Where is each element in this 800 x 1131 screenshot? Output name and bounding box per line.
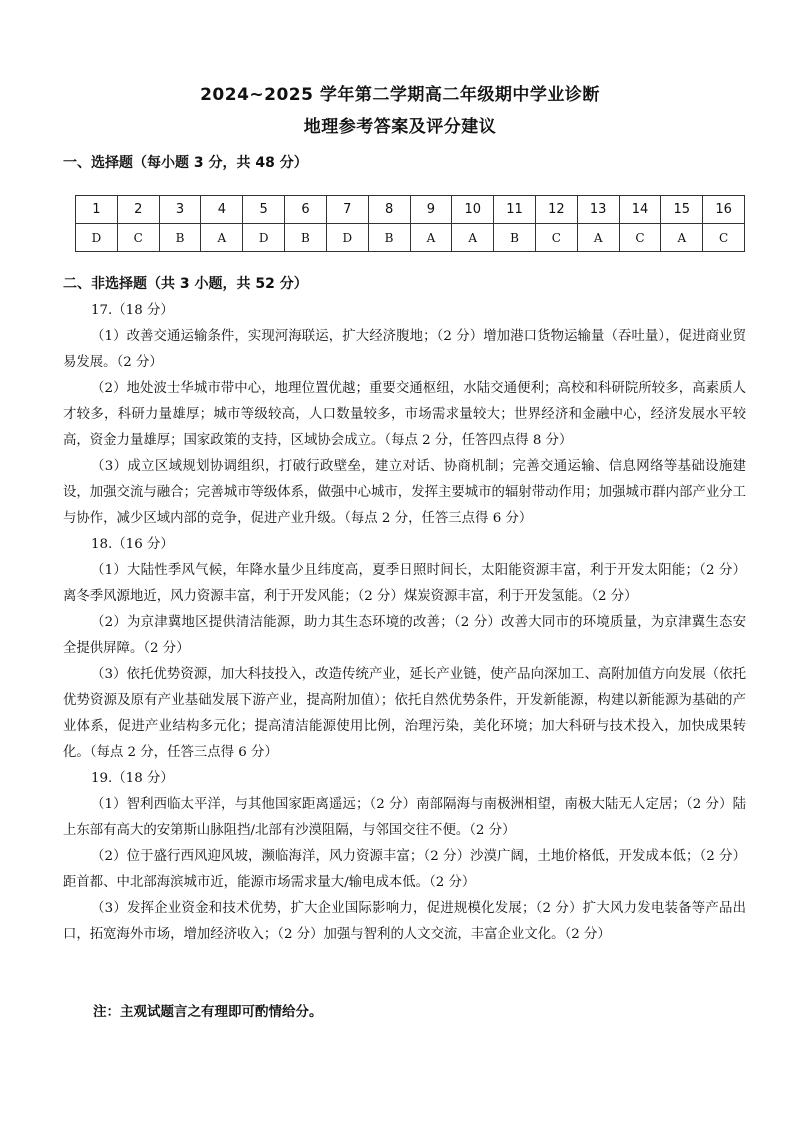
- answer-letter: B: [285, 224, 327, 252]
- section-heading-nonchoice: 二、非选择题（共 3 小题，共 52 分）: [63, 276, 308, 292]
- answer-letter: D: [243, 224, 285, 252]
- question-number: 14: [619, 196, 661, 224]
- question-number: 10: [452, 196, 494, 224]
- question-number: 5: [243, 196, 285, 224]
- question-17-part-3: （3）成立区域规划协调组织，打破行政壁垒，建立对话、协商机制；完善交通运输、信息网络等基础设施建设，加强交流与融合；完善城市等级体系，做强中心城市，发挥主要城市的辐射带动作用；加强城市群内部产业分工与协作，减少区域内部的竞争，促进产业升级。（每点 2 分，任答三点得 6 分）: [63, 459, 746, 526]
- answer-letter: A: [661, 224, 703, 252]
- question-number: 16: [703, 196, 745, 224]
- question-number-row: [76, 196, 745, 224]
- section-heading-choice: 一、选择题（每小题 3 分，共 48 分）: [63, 155, 308, 171]
- answer-letter: A: [201, 224, 243, 252]
- answer-letter: B: [494, 224, 536, 252]
- question-number: 12: [535, 196, 577, 224]
- question-17-part-2: （2）地处波士华城市带中心，地理位置优越；重要交通枢纽，水陆交通便利；高校和科研院所较多，高素质人才较多，科研力量雄厚；城市等级较高，人口数量较多，市场需求量较大；世界经济和金融中心，经济发展水平较高，资金力量雄厚；国家政策的支持，区域协会成立。（每点 2 分，任答四点得 8 分）: [63, 381, 746, 448]
- answer-letter: A: [452, 224, 494, 252]
- question-number: 3: [159, 196, 201, 224]
- answer-letter: C: [703, 224, 745, 252]
- question-number: 7: [326, 196, 368, 224]
- question-number: 15: [661, 196, 703, 224]
- answer-letter: C: [535, 224, 577, 252]
- question-18-part-3: （3）依托优势资源，加大科技投入，改造传统产业，延长产业链，使产品向深加工、高附加值方向发展（依托优势资源及原有产业基础发展下游产业，提高附加值）；依托自然优势条件，开发新能源，构建以新能源为基础的产业体系，促进产业结构多元化；提高清洁能源使用比例，治理污染，美化环境；加大科研与技术投入，加快成果转化。（每点 2 分，任答三点得 6 分）: [63, 667, 746, 760]
- question-19-header: 19.（18 分）: [91, 771, 174, 786]
- answer-letter: D: [326, 224, 368, 252]
- nonchoice-answers: [63, 298, 746, 948]
- answer-letter: D: [76, 224, 118, 252]
- question-number: 8: [368, 196, 410, 224]
- question-18-header: 18.（16 分）: [91, 537, 174, 552]
- page-subtitle: 地理参考答案及评分建议: [303, 117, 497, 137]
- question-19-part-2: （2）位于盛行西风迎风坡，濒临海洋，风力资源丰富；（2 分）沙漠广阔，土地价格低，开发成本低；（2 分）距首都、中北部海滨城市近，能源市场需求量大/输电成本低。（2 分）: [63, 849, 746, 890]
- answer-letter: A: [410, 224, 452, 252]
- answer-letter: A: [577, 224, 619, 252]
- page-title: 2024~2025 学年第二学期高二年级期中学业诊断: [200, 85, 600, 105]
- question-number: 13: [577, 196, 619, 224]
- choice-answer-table: [75, 195, 745, 252]
- question-number: 4: [201, 196, 243, 224]
- question-17-header: 17.（18 分）: [91, 303, 174, 318]
- question-18-part-1: （1）大陆性季风气候，年降水量少且纬度高，夏季日照时间长，太阳能资源丰富，利于开发太阳能；（2 分）离冬季风源地近，风力资源丰富，利于开发风能；（2 分）煤炭资源丰富，利于开发氢能。（2 分）: [63, 563, 746, 604]
- grading-note: 注：主观试题言之有理即可酌情给分。: [93, 1004, 323, 1020]
- answer-letter: C: [619, 224, 661, 252]
- question-19-part-1: （1）智利西临太平洋，与其他国家距离遥远；（2 分）南部隔海与南极洲相望，南极大陆无人定居；（2 分）陆上东部有高大的安第斯山脉阻挡/北部有沙漠阻隔，与邻国交往不便。（2 分）: [63, 797, 746, 838]
- question-18-part-2: （2）为京津冀地区提供清洁能源，助力其生态环境的改善；（2 分）改善大同市的环境质量，为京津冀生态安全提供屏障。（2 分）: [63, 615, 746, 656]
- answer-letter: C: [117, 224, 159, 252]
- answer-letter: B: [368, 224, 410, 252]
- question-number: 1: [76, 196, 118, 224]
- answer-letter: B: [159, 224, 201, 252]
- question-number: 9: [410, 196, 452, 224]
- question-17-part-1: （1）改善交通运输条件，实现河海联运，扩大经济腹地；（2 分）增加港口货物运输量（吞吐量），促进商业贸易发展。（2 分）: [63, 329, 746, 370]
- question-19-part-3: （3）发挥企业资金和技术优势，扩大企业国际影响力，促进规模化发展；（2 分）扩大风力发电装备等产品出口，拓宽海外市场，增加经济收入；（2 分）加强与智利的人文交流，丰富企业文化。（2 分）: [63, 901, 746, 942]
- question-number: 11: [494, 196, 536, 224]
- answer-row: [76, 224, 745, 252]
- question-number: 6: [285, 196, 327, 224]
- question-number: 2: [117, 196, 159, 224]
